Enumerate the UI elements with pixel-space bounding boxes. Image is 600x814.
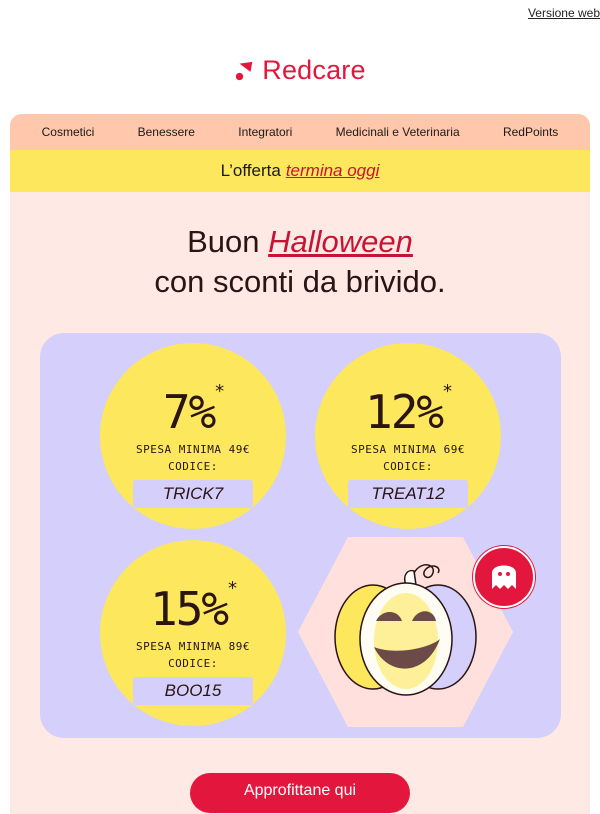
- offer-code[interactable]: BOO15: [133, 677, 253, 705]
- offer-code-label: CODICE:: [168, 657, 218, 670]
- offer-percent: 7%: [162, 385, 215, 439]
- offer-code-label: CODICE:: [168, 460, 218, 473]
- nav-item-cosmetici[interactable]: Cosmetici: [41, 125, 95, 139]
- redcare-logo-icon: [234, 60, 256, 82]
- nav-item-integratori[interactable]: Integratori: [238, 125, 293, 139]
- offer-code[interactable]: TREAT12: [348, 480, 468, 508]
- ghost-icon: [472, 545, 536, 609]
- offer-min-spend: SPESA MINIMA 49€: [136, 443, 250, 456]
- offer-card-2[interactable]: [315, 343, 501, 529]
- cta-button[interactable]: Approfittane qui: [190, 773, 410, 813]
- headline-line2: con sconti da brivido.: [154, 264, 446, 299]
- ghost-badge: [472, 545, 536, 609]
- offer-card-1[interactable]: [100, 343, 286, 529]
- offer-asterisk: *: [442, 381, 451, 402]
- offer-percent: 15%: [150, 582, 228, 636]
- headline: [10, 222, 590, 302]
- email-panel: [10, 114, 590, 814]
- nav-item-medicinali[interactable]: Medicinali e Veterinaria: [335, 125, 460, 139]
- brand-logo[interactable]: [0, 55, 600, 87]
- offer-asterisk: *: [227, 578, 236, 599]
- offer-card-3[interactable]: [100, 540, 286, 726]
- banner-prefix: L’offerta: [220, 161, 281, 180]
- offer-code-label: CODICE:: [383, 460, 433, 473]
- offer-min-spend: SPESA MINIMA 69€: [351, 443, 465, 456]
- offer-banner: [10, 150, 590, 192]
- offer-min-spend: SPESA MINIMA 89€: [136, 640, 250, 653]
- web-version-link[interactable]: Versione web: [527, 6, 600, 20]
- offer-code[interactable]: TRICK7: [133, 480, 253, 508]
- nav-item-redpoints[interactable]: RedPoints: [502, 125, 559, 139]
- brand-name: Redcare: [262, 55, 366, 85]
- category-nav: [10, 114, 590, 150]
- headline-prefix: Buon: [187, 224, 260, 259]
- offer-asterisk: *: [214, 381, 224, 402]
- headline-highlight: Halloween: [268, 224, 413, 259]
- offers-grid: [40, 333, 561, 738]
- offer-percent: 12%: [365, 385, 443, 439]
- nav-item-benessere[interactable]: Benessere: [137, 125, 195, 139]
- banner-highlight: termina oggi: [285, 161, 380, 180]
